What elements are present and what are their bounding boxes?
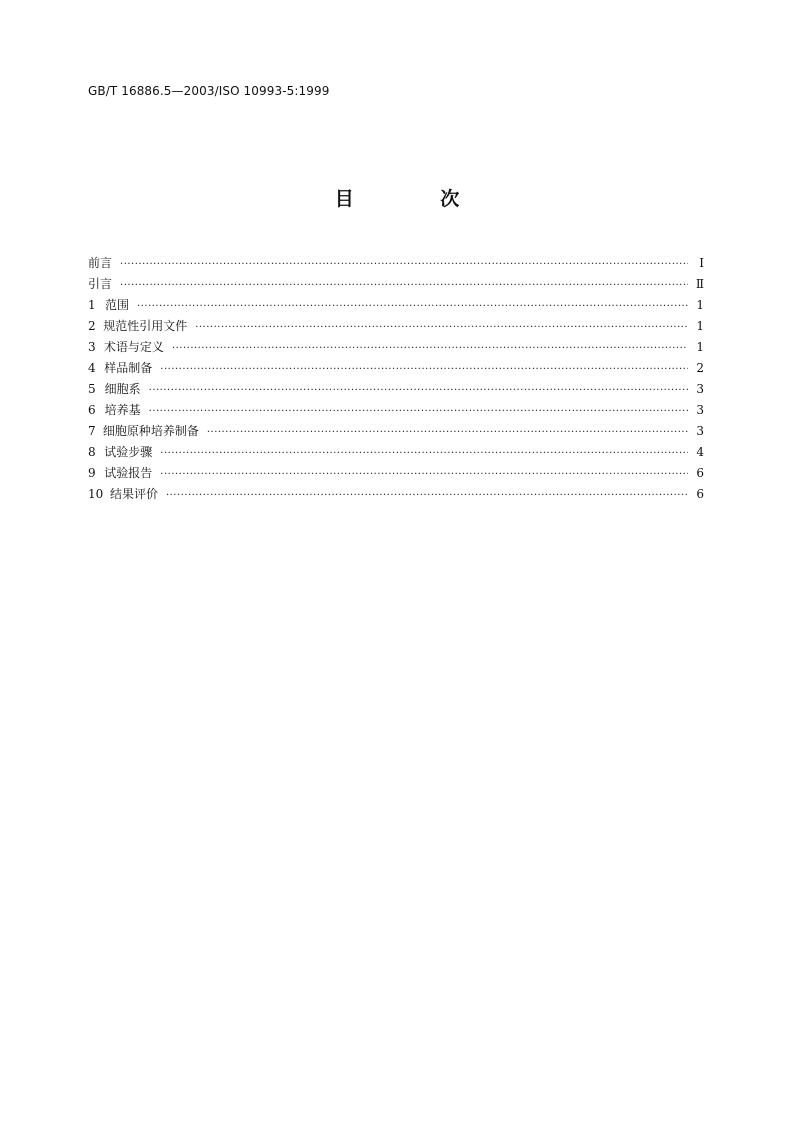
dot-leader — [137, 298, 688, 316]
dot-leader — [120, 256, 688, 274]
toc-entry-label: 规范性引用文件 — [103, 319, 188, 333]
toc-entry-page: 4 — [696, 445, 704, 459]
dot-leader — [149, 382, 688, 400]
toc-entry-number: 7 — [88, 424, 96, 438]
page-title: 目 次 — [334, 188, 500, 210]
toc-entry-label: 培养基 — [104, 403, 141, 417]
toc-entry-number: 10 — [88, 487, 104, 501]
toc-entry-10[interactable] — [88, 485, 704, 506]
toc-entry-page: 1 — [696, 298, 704, 312]
toc-entry-page: 3 — [696, 424, 704, 438]
dot-leader — [160, 466, 688, 484]
table-of-contents — [88, 254, 704, 506]
toc-entry-label: 结果评价 — [109, 487, 158, 501]
toc-entry-3[interactable] — [88, 338, 704, 359]
toc-entry-number: 9 — [88, 466, 96, 480]
toc-entry-label: 引言 — [88, 277, 113, 291]
toc-entry-page: I — [699, 256, 704, 270]
toc-entry-label: 术语与定义 — [103, 340, 164, 354]
toc-entry-1[interactable] — [88, 296, 704, 317]
toc-entry-page: 6 — [696, 487, 704, 501]
toc-entry-label: 范围 — [104, 298, 129, 312]
dot-leader — [166, 487, 688, 505]
dot-leader — [120, 277, 688, 295]
dot-leader — [160, 361, 688, 379]
toc-entry-label: 样品制备 — [104, 361, 153, 375]
toc-entry-page: 1 — [696, 340, 704, 354]
standard-code-header: GB/T 16886.5—2003/ISO 10993-5:1999 — [88, 84, 330, 98]
toc-entry-page: 2 — [696, 361, 704, 375]
toc-entry-page: Ⅱ — [695, 277, 704, 291]
toc-entry-page: 1 — [696, 319, 704, 333]
toc-entry-page: 3 — [696, 403, 704, 417]
toc-entry-number: 3 — [88, 340, 96, 354]
toc-entry-4[interactable] — [88, 359, 704, 380]
dot-leader — [195, 319, 688, 337]
toc-entry-7[interactable] — [88, 422, 704, 443]
toc-entry-foreword[interactable] — [88, 254, 704, 275]
toc-entry-page: 3 — [696, 382, 704, 396]
toc-entry-number: 4 — [88, 361, 96, 375]
toc-entry-page: 6 — [696, 466, 704, 480]
dot-leader — [207, 424, 688, 442]
toc-entry-label: 试验报告 — [104, 466, 153, 480]
toc-entry-number: 8 — [88, 445, 96, 459]
toc-entry-6[interactable] — [88, 401, 704, 422]
toc-entry-8[interactable] — [88, 443, 704, 464]
toc-entry-5[interactable] — [88, 380, 704, 401]
toc-entry-label: 试验步骤 — [104, 445, 153, 459]
toc-entry-number: 6 — [88, 403, 96, 417]
dot-leader — [160, 445, 688, 463]
toc-entry-introduction[interactable] — [88, 275, 704, 296]
toc-entry-2[interactable] — [88, 317, 704, 338]
dot-leader — [149, 403, 688, 421]
toc-entry-label: 细胞原种培养制备 — [102, 424, 199, 438]
toc-entry-number: 5 — [88, 382, 96, 396]
dot-leader — [172, 340, 688, 358]
toc-entry-label: 细胞系 — [104, 382, 141, 396]
toc-entry-number: 2 — [88, 319, 96, 333]
toc-entry-9[interactable] — [88, 464, 704, 485]
toc-entry-label: 前言 — [88, 256, 113, 270]
toc-entry-number: 1 — [88, 298, 96, 312]
